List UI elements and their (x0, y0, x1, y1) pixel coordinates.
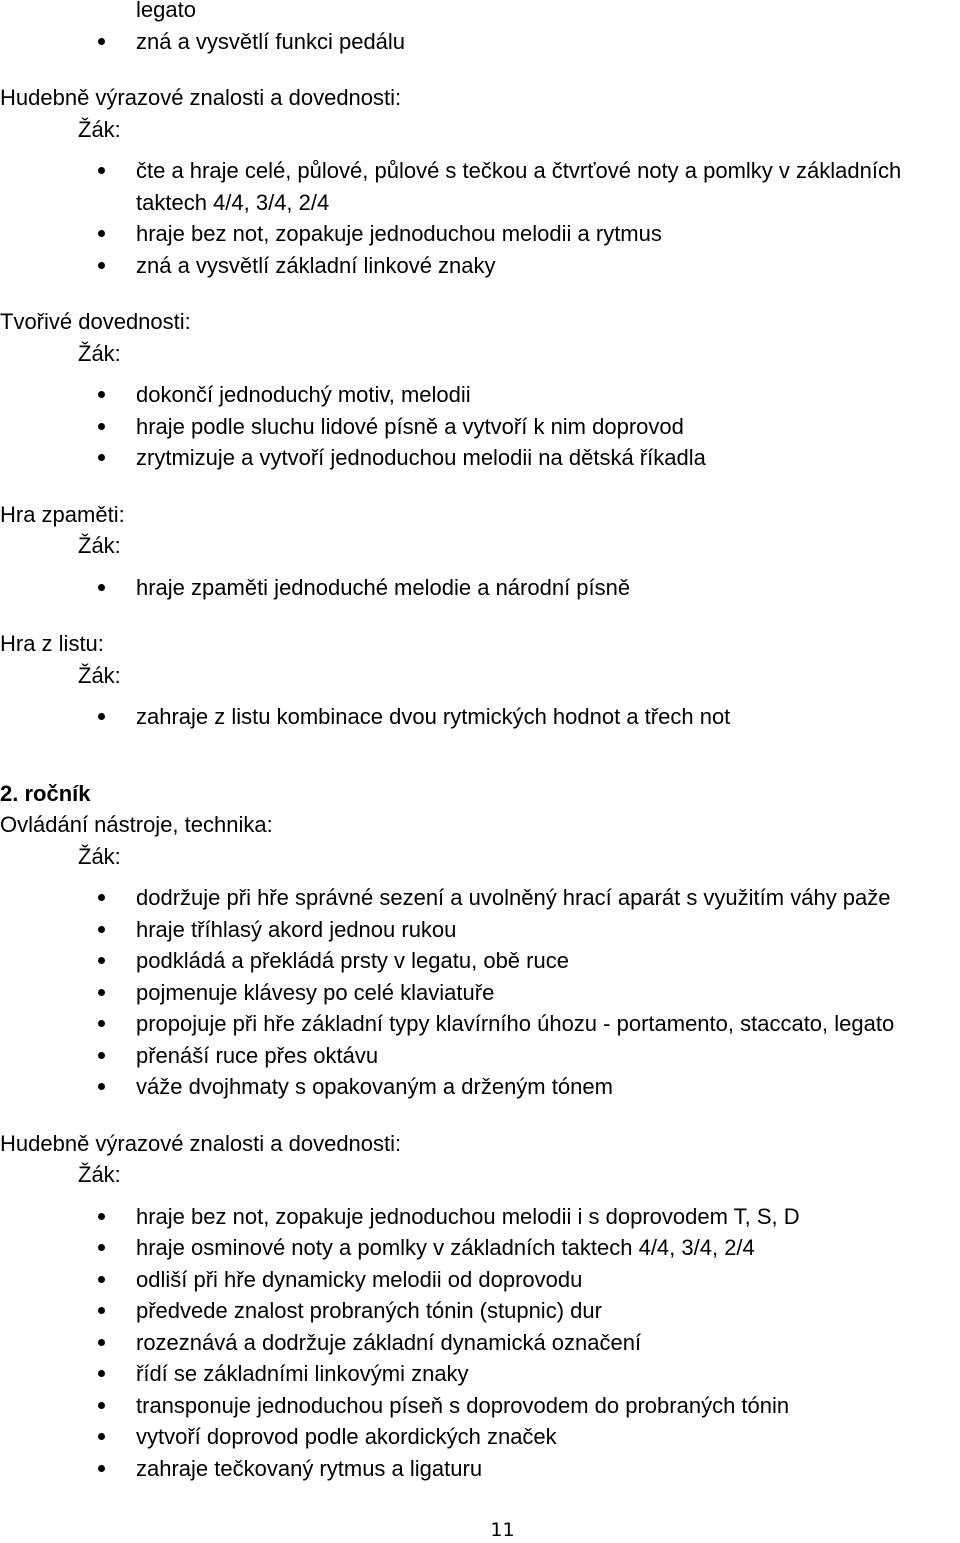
list-item: vytvoří doprovod podle akordických značek (0, 1421, 960, 1453)
continued-item-text: legato (136, 0, 196, 22)
section-heading: Hra z listu: (0, 631, 104, 656)
bullet-list (0, 26, 960, 58)
bullet-list (0, 379, 960, 474)
list-item: transponuje jednoduchou píseň s doprovodem do probraných tónin (0, 1390, 960, 1422)
list-item: řídí se základními linkovými znaky (0, 1358, 960, 1390)
list-item: váže dvojhmaty s opakovaným a drženým tónem (0, 1071, 960, 1103)
list-item: zrytmizuje a vytvoří jednoduchou melodii na dětská říkadla (0, 442, 960, 474)
list-item: hraje zpaměti jednoduché melodie a národní písně (0, 572, 960, 604)
list-item: dodržuje při hře správné sezení a uvolněný hrací aparát s využitím váhy paže (0, 882, 960, 914)
bullet-list (0, 572, 960, 604)
list-item: předvede znalost probraných tónin (stupnic) dur (0, 1295, 960, 1327)
page-number: 11 (490, 1519, 515, 1541)
list-item: rozeznává a dodržuje základní dynamická označení (0, 1327, 960, 1359)
list-item: hraje tříhlasý akord jednou rukou (0, 914, 960, 946)
list-item: propojuje při hře základní typy klavírního úhozu - portamento, staccato, legato (0, 1008, 960, 1040)
bullet-list (0, 882, 960, 1103)
subject-label: Žák: (78, 533, 121, 558)
grade-title: 2. ročník (0, 780, 91, 806)
section-instrument-technique (0, 809, 960, 1103)
subject-label: Žák: (78, 340, 121, 366)
list-item: odliší při hře dynamicky melodii od doprovodu (0, 1264, 960, 1296)
section-heading: Hudebně výrazové znalosti a dovednosti: (0, 85, 402, 110)
list-item: zná a vysvětlí funkci pedálu (0, 26, 960, 58)
list-item: dokončí jednoduchý motiv, melodii (0, 379, 960, 411)
list-item: zná a vysvětlí základní linkové znaky (0, 250, 960, 282)
section-music-expression (0, 82, 960, 281)
section-sight-reading (0, 628, 960, 733)
section-music-expression-2 (0, 1128, 960, 1485)
section-heading: Hra zpaměti: (0, 501, 125, 527)
section-heading: Ovládání nástroje, technika: (0, 812, 273, 837)
subject-label: Žák: (78, 116, 121, 142)
subject-label: Žák: (78, 1162, 121, 1187)
grade-2-block (0, 778, 960, 1485)
subject-label: Žák: (78, 662, 121, 688)
list-item: zahraje tečkovaný rytmus a ligaturu (0, 1453, 960, 1485)
subject-label: Žák: (78, 843, 121, 869)
list-item: podkládá a překládá prsty v legatu, obě ruce (0, 945, 960, 977)
list-item: hraje podle sluchu lidové písně a vytvoří k nim doprovod (0, 411, 960, 443)
bullet-list (0, 701, 960, 733)
section-heading: Tvořivé dovednosti: (0, 309, 191, 334)
list-item: hraje osminové noty a pomlky v základních taktech 4/4, 3/4, 2/4 (0, 1232, 960, 1264)
bullet-list (0, 1201, 960, 1485)
section-creative-skills (0, 306, 960, 474)
section-playing-from-memory (0, 499, 960, 604)
list-item: přenáší ruce přes oktávu (0, 1040, 960, 1072)
list-item: čte a hraje celé, půlové, půlové s tečkou a čtvrťové noty a pomlky v základních taktech 4/4, 3/4, 2/4 (0, 155, 960, 218)
section-heading: Hudebně výrazové znalosti a dovednosti: (0, 1130, 402, 1156)
list-item: zahraje z listu kombinace dvou rytmických hodnot a třech not (0, 701, 960, 733)
list-item: pojmenuje klávesy po celé klaviatuře (0, 977, 960, 1009)
list-item: hraje bez not, zopakuje jednoduchou melodii a rytmus (0, 218, 960, 250)
list-item: hraje bez not, zopakuje jednoduchou melodii i s doprovodem T, S, D (0, 1201, 960, 1233)
bullet-list (0, 155, 960, 281)
